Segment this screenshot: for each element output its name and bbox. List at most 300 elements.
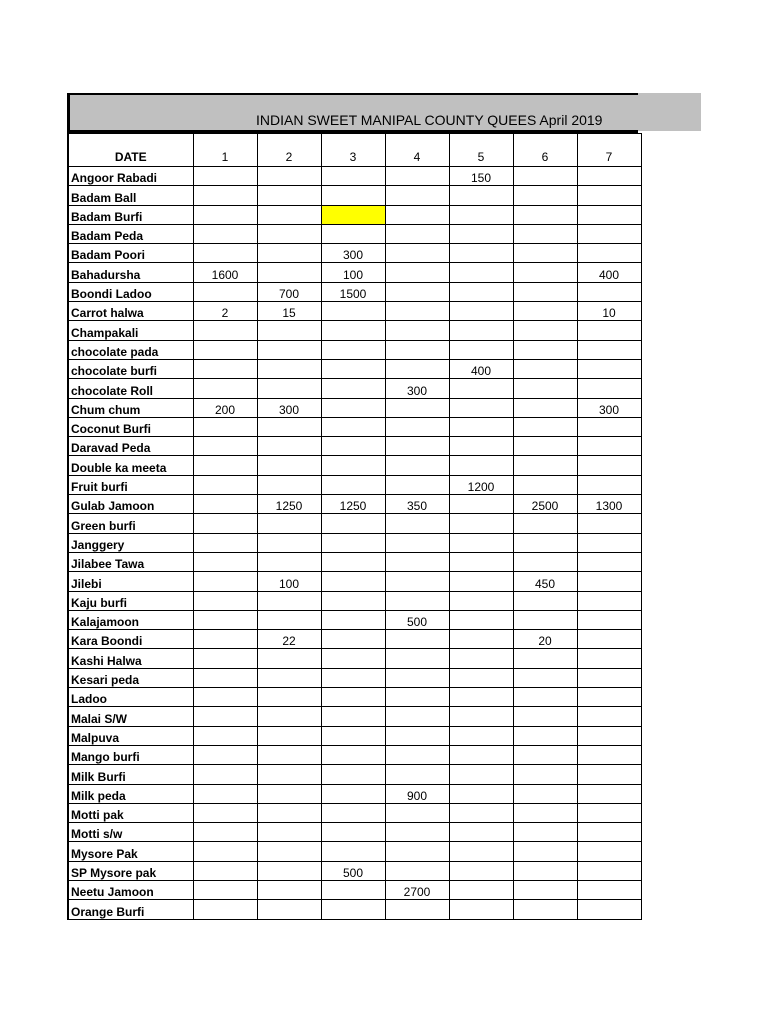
item-name-cell[interactable]: Malai S/W: [68, 707, 193, 726]
value-cell[interactable]: [513, 205, 577, 224]
value-cell[interactable]: [321, 630, 385, 649]
value-cell[interactable]: [257, 784, 321, 803]
item-name-cell[interactable]: Kara Boondi: [68, 630, 193, 649]
value-cell[interactable]: 20: [513, 630, 577, 649]
value-cell[interactable]: [385, 668, 449, 687]
value-cell[interactable]: [513, 765, 577, 784]
value-cell[interactable]: [577, 707, 641, 726]
value-cell[interactable]: [577, 340, 641, 359]
value-cell[interactable]: 700: [257, 282, 321, 301]
value-cell[interactable]: [577, 784, 641, 803]
value-cell[interactable]: [321, 398, 385, 417]
value-cell[interactable]: [577, 205, 641, 224]
value-cell[interactable]: [193, 205, 257, 224]
value-cell[interactable]: [449, 495, 513, 514]
value-cell[interactable]: [449, 263, 513, 282]
value-cell[interactable]: [257, 379, 321, 398]
item-name-cell[interactable]: Badam Poori: [68, 244, 193, 263]
value-cell[interactable]: [193, 765, 257, 784]
value-cell[interactable]: [321, 707, 385, 726]
value-cell[interactable]: [193, 803, 257, 822]
value-cell[interactable]: [513, 900, 577, 919]
item-name-cell[interactable]: Mango burfi: [68, 745, 193, 764]
value-cell[interactable]: [449, 282, 513, 301]
value-cell[interactable]: [321, 803, 385, 822]
value-cell[interactable]: [193, 552, 257, 571]
value-cell[interactable]: [385, 321, 449, 340]
value-cell[interactable]: [577, 552, 641, 571]
item-name-cell[interactable]: Orange Burfi: [68, 900, 193, 919]
item-name-cell[interactable]: Kashi Halwa: [68, 649, 193, 668]
value-cell[interactable]: [449, 224, 513, 243]
item-name-cell[interactable]: Jilabee Tawa: [68, 552, 193, 571]
value-cell[interactable]: [385, 591, 449, 610]
value-cell[interactable]: [321, 726, 385, 745]
value-cell[interactable]: [577, 167, 641, 186]
value-cell[interactable]: 300: [321, 244, 385, 263]
value-cell[interactable]: [257, 591, 321, 610]
item-name-cell[interactable]: Milk Burfi: [68, 765, 193, 784]
value-cell[interactable]: [513, 417, 577, 436]
value-cell[interactable]: [577, 688, 641, 707]
value-cell[interactable]: [385, 437, 449, 456]
value-cell[interactable]: [577, 823, 641, 842]
value-cell[interactable]: [513, 282, 577, 301]
value-cell[interactable]: [513, 437, 577, 456]
value-cell[interactable]: [385, 649, 449, 668]
value-cell[interactable]: [193, 186, 257, 205]
value-cell[interactable]: 2700: [385, 880, 449, 899]
value-cell[interactable]: [385, 707, 449, 726]
value-cell[interactable]: [385, 572, 449, 591]
value-cell[interactable]: [193, 572, 257, 591]
value-cell[interactable]: [577, 610, 641, 629]
value-cell[interactable]: [385, 726, 449, 745]
value-cell[interactable]: [449, 765, 513, 784]
value-cell[interactable]: [193, 456, 257, 475]
value-cell[interactable]: 2: [193, 302, 257, 321]
value-cell[interactable]: [257, 340, 321, 359]
value-cell[interactable]: [321, 379, 385, 398]
value-cell[interactable]: [321, 572, 385, 591]
value-cell[interactable]: [257, 186, 321, 205]
value-cell[interactable]: [577, 591, 641, 610]
item-name-cell[interactable]: Kalajamoon: [68, 610, 193, 629]
value-cell[interactable]: [513, 803, 577, 822]
value-cell[interactable]: 300: [385, 379, 449, 398]
value-cell[interactable]: [385, 340, 449, 359]
value-cell[interactable]: [513, 456, 577, 475]
value-cell[interactable]: [577, 475, 641, 494]
value-cell[interactable]: [257, 823, 321, 842]
value-cell[interactable]: [449, 610, 513, 629]
value-cell[interactable]: [449, 823, 513, 842]
value-cell[interactable]: [257, 359, 321, 378]
value-cell[interactable]: [321, 340, 385, 359]
value-cell[interactable]: [513, 668, 577, 687]
value-cell[interactable]: [513, 224, 577, 243]
item-name-cell[interactable]: Double ka meeta: [68, 456, 193, 475]
value-cell[interactable]: [513, 842, 577, 861]
value-cell[interactable]: [321, 880, 385, 899]
value-cell[interactable]: [449, 880, 513, 899]
value-cell[interactable]: 2500: [513, 495, 577, 514]
value-cell[interactable]: [193, 861, 257, 880]
item-name-cell[interactable]: Kesari peda: [68, 668, 193, 687]
value-cell[interactable]: [321, 186, 385, 205]
value-cell[interactable]: [513, 340, 577, 359]
value-cell[interactable]: [449, 379, 513, 398]
value-cell[interactable]: [193, 514, 257, 533]
value-cell[interactable]: [321, 321, 385, 340]
value-cell[interactable]: [449, 842, 513, 861]
value-cell[interactable]: [321, 552, 385, 571]
value-cell[interactable]: [321, 205, 385, 224]
value-cell[interactable]: [577, 359, 641, 378]
value-cell[interactable]: [321, 417, 385, 436]
value-cell[interactable]: 1600: [193, 263, 257, 282]
item-name-cell[interactable]: chocolate Roll: [68, 379, 193, 398]
value-cell[interactable]: [193, 340, 257, 359]
value-cell[interactable]: [449, 745, 513, 764]
value-cell[interactable]: 1250: [321, 495, 385, 514]
value-cell[interactable]: [257, 475, 321, 494]
value-cell[interactable]: [577, 514, 641, 533]
value-cell[interactable]: [513, 649, 577, 668]
value-cell[interactable]: [513, 707, 577, 726]
value-cell[interactable]: [385, 552, 449, 571]
value-cell[interactable]: [449, 244, 513, 263]
value-cell[interactable]: [257, 707, 321, 726]
value-cell[interactable]: [385, 417, 449, 436]
value-cell[interactable]: [513, 823, 577, 842]
value-cell[interactable]: 100: [321, 263, 385, 282]
item-name-cell[interactable]: chocolate burfi: [68, 359, 193, 378]
item-name-cell[interactable]: Carrot halwa: [68, 302, 193, 321]
value-cell[interactable]: [193, 823, 257, 842]
value-cell[interactable]: [449, 514, 513, 533]
value-cell[interactable]: [577, 900, 641, 919]
value-cell[interactable]: [513, 359, 577, 378]
value-cell[interactable]: 1200: [449, 475, 513, 494]
value-cell[interactable]: [193, 745, 257, 764]
value-cell[interactable]: [321, 533, 385, 552]
value-cell[interactable]: [449, 726, 513, 745]
value-cell[interactable]: [385, 205, 449, 224]
value-cell[interactable]: [257, 224, 321, 243]
value-cell[interactable]: [449, 688, 513, 707]
item-name-cell[interactable]: Badam Burfi: [68, 205, 193, 224]
value-cell[interactable]: 500: [321, 861, 385, 880]
item-name-cell[interactable]: Jilebi: [68, 572, 193, 591]
value-cell[interactable]: 10: [577, 302, 641, 321]
value-cell[interactable]: [193, 321, 257, 340]
value-cell[interactable]: [577, 244, 641, 263]
value-cell[interactable]: 1250: [257, 495, 321, 514]
value-cell[interactable]: [321, 437, 385, 456]
value-cell[interactable]: [577, 842, 641, 861]
value-cell[interactable]: [449, 205, 513, 224]
value-cell[interactable]: [193, 630, 257, 649]
value-cell[interactable]: [321, 224, 385, 243]
value-cell[interactable]: [449, 668, 513, 687]
item-name-cell[interactable]: Mysore Pak: [68, 842, 193, 861]
value-cell[interactable]: [257, 167, 321, 186]
value-cell[interactable]: [193, 591, 257, 610]
value-cell[interactable]: [513, 861, 577, 880]
value-cell[interactable]: [257, 610, 321, 629]
value-cell[interactable]: [513, 302, 577, 321]
value-cell[interactable]: [321, 302, 385, 321]
value-cell[interactable]: [193, 707, 257, 726]
value-cell[interactable]: [385, 456, 449, 475]
value-cell[interactable]: [385, 688, 449, 707]
value-cell[interactable]: 300: [257, 398, 321, 417]
value-cell[interactable]: [513, 745, 577, 764]
item-name-cell[interactable]: Badam Ball: [68, 186, 193, 205]
value-cell[interactable]: [385, 359, 449, 378]
value-cell[interactable]: [321, 765, 385, 784]
item-name-cell[interactable]: Daravad Peda: [68, 437, 193, 456]
value-cell[interactable]: [321, 784, 385, 803]
value-cell[interactable]: [257, 456, 321, 475]
value-cell[interactable]: [513, 475, 577, 494]
value-cell[interactable]: [257, 263, 321, 282]
value-cell[interactable]: 450: [513, 572, 577, 591]
value-cell[interactable]: [577, 630, 641, 649]
value-cell[interactable]: [193, 475, 257, 494]
value-cell[interactable]: [449, 630, 513, 649]
value-cell[interactable]: [193, 379, 257, 398]
value-cell[interactable]: [577, 861, 641, 880]
value-cell[interactable]: [385, 224, 449, 243]
value-cell[interactable]: [257, 803, 321, 822]
value-cell[interactable]: [257, 321, 321, 340]
value-cell[interactable]: [577, 745, 641, 764]
value-cell[interactable]: [385, 398, 449, 417]
value-cell[interactable]: [513, 514, 577, 533]
value-cell[interactable]: [193, 167, 257, 186]
value-cell[interactable]: [193, 437, 257, 456]
item-name-cell[interactable]: Badam Peda: [68, 224, 193, 243]
value-cell[interactable]: [449, 321, 513, 340]
value-cell[interactable]: [513, 186, 577, 205]
value-cell[interactable]: [385, 282, 449, 301]
value-cell[interactable]: [257, 745, 321, 764]
value-cell[interactable]: 200: [193, 398, 257, 417]
value-cell[interactable]: [257, 649, 321, 668]
value-cell[interactable]: [193, 784, 257, 803]
value-cell[interactable]: [385, 803, 449, 822]
value-cell[interactable]: [577, 186, 641, 205]
value-cell[interactable]: [577, 803, 641, 822]
value-cell[interactable]: [257, 668, 321, 687]
value-cell[interactable]: [385, 263, 449, 282]
value-cell[interactable]: 100: [257, 572, 321, 591]
value-cell[interactable]: [321, 823, 385, 842]
value-cell[interactable]: [321, 514, 385, 533]
value-cell[interactable]: [321, 668, 385, 687]
value-cell[interactable]: [513, 533, 577, 552]
value-cell[interactable]: [577, 379, 641, 398]
value-cell[interactable]: 22: [257, 630, 321, 649]
value-cell[interactable]: [449, 861, 513, 880]
value-cell[interactable]: 300: [577, 398, 641, 417]
value-cell[interactable]: [577, 726, 641, 745]
value-cell[interactable]: [257, 205, 321, 224]
value-cell[interactable]: [321, 610, 385, 629]
value-cell[interactable]: [193, 244, 257, 263]
value-cell[interactable]: [577, 880, 641, 899]
value-cell[interactable]: [577, 282, 641, 301]
value-cell[interactable]: [321, 475, 385, 494]
value-cell[interactable]: [193, 533, 257, 552]
value-cell[interactable]: [577, 417, 641, 436]
value-cell[interactable]: 350: [385, 495, 449, 514]
value-cell[interactable]: [257, 552, 321, 571]
item-name-cell[interactable]: Motti s/w: [68, 823, 193, 842]
value-cell[interactable]: [577, 437, 641, 456]
value-cell[interactable]: [321, 167, 385, 186]
value-cell[interactable]: [193, 282, 257, 301]
item-name-cell[interactable]: Milk peda: [68, 784, 193, 803]
item-name-cell[interactable]: Janggery: [68, 533, 193, 552]
value-cell[interactable]: [193, 842, 257, 861]
value-cell[interactable]: [513, 398, 577, 417]
value-cell[interactable]: [321, 842, 385, 861]
value-cell[interactable]: [385, 745, 449, 764]
value-cell[interactable]: [513, 379, 577, 398]
item-name-cell[interactable]: Angoor Rabadi: [68, 167, 193, 186]
value-cell[interactable]: [193, 649, 257, 668]
value-cell[interactable]: [449, 784, 513, 803]
value-cell[interactable]: [257, 514, 321, 533]
value-cell[interactable]: [513, 726, 577, 745]
value-cell[interactable]: [577, 224, 641, 243]
value-cell[interactable]: [577, 321, 641, 340]
value-cell[interactable]: [193, 880, 257, 899]
value-cell[interactable]: [385, 533, 449, 552]
value-cell[interactable]: [385, 823, 449, 842]
value-cell[interactable]: [513, 784, 577, 803]
value-cell[interactable]: [385, 167, 449, 186]
item-name-cell[interactable]: Boondi Ladoo: [68, 282, 193, 301]
value-cell[interactable]: [385, 765, 449, 784]
value-cell[interactable]: 15: [257, 302, 321, 321]
item-name-cell[interactable]: Green burfi: [68, 514, 193, 533]
value-cell[interactable]: [257, 900, 321, 919]
value-cell[interactable]: [513, 552, 577, 571]
value-cell[interactable]: [193, 726, 257, 745]
value-cell[interactable]: [193, 900, 257, 919]
value-cell[interactable]: [449, 340, 513, 359]
value-cell[interactable]: 400: [449, 359, 513, 378]
value-cell[interactable]: [257, 842, 321, 861]
value-cell[interactable]: [257, 765, 321, 784]
value-cell[interactable]: [513, 591, 577, 610]
value-cell[interactable]: 150: [449, 167, 513, 186]
value-cell[interactable]: [513, 321, 577, 340]
value-cell[interactable]: [257, 244, 321, 263]
value-cell[interactable]: [193, 417, 257, 436]
item-name-cell[interactable]: Coconut Burfi: [68, 417, 193, 436]
value-cell[interactable]: [385, 514, 449, 533]
value-cell[interactable]: [449, 186, 513, 205]
value-cell[interactable]: [321, 745, 385, 764]
value-cell[interactable]: 400: [577, 263, 641, 282]
value-cell[interactable]: [385, 900, 449, 919]
value-cell[interactable]: [321, 359, 385, 378]
value-cell[interactable]: [321, 456, 385, 475]
value-cell[interactable]: 1300: [577, 495, 641, 514]
value-cell[interactable]: [385, 861, 449, 880]
value-cell[interactable]: [193, 668, 257, 687]
value-cell[interactable]: [449, 649, 513, 668]
value-cell[interactable]: [449, 803, 513, 822]
item-name-cell[interactable]: SP Mysore pak: [68, 861, 193, 880]
value-cell[interactable]: [449, 572, 513, 591]
value-cell[interactable]: [577, 765, 641, 784]
value-cell[interactable]: 1500: [321, 282, 385, 301]
value-cell[interactable]: [513, 880, 577, 899]
value-cell[interactable]: [385, 475, 449, 494]
value-cell[interactable]: 900: [385, 784, 449, 803]
value-cell[interactable]: [193, 610, 257, 629]
value-cell[interactable]: [513, 244, 577, 263]
value-cell[interactable]: [385, 630, 449, 649]
value-cell[interactable]: [193, 495, 257, 514]
value-cell[interactable]: [449, 456, 513, 475]
value-cell[interactable]: [577, 668, 641, 687]
value-cell[interactable]: [449, 707, 513, 726]
item-name-cell[interactable]: Chum chum: [68, 398, 193, 417]
item-name-cell[interactable]: Champakali: [68, 321, 193, 340]
item-name-cell[interactable]: Bahadursha: [68, 263, 193, 282]
value-cell[interactable]: [577, 572, 641, 591]
value-cell[interactable]: [513, 688, 577, 707]
value-cell[interactable]: [513, 167, 577, 186]
item-name-cell[interactable]: Kaju burfi: [68, 591, 193, 610]
value-cell[interactable]: [321, 900, 385, 919]
value-cell[interactable]: [321, 649, 385, 668]
value-cell[interactable]: [449, 417, 513, 436]
value-cell[interactable]: [385, 244, 449, 263]
value-cell[interactable]: [577, 533, 641, 552]
value-cell[interactable]: [257, 726, 321, 745]
value-cell[interactable]: [449, 900, 513, 919]
value-cell[interactable]: [257, 437, 321, 456]
value-cell[interactable]: [513, 263, 577, 282]
item-name-cell[interactable]: Neetu Jamoon: [68, 880, 193, 899]
value-cell[interactable]: [385, 302, 449, 321]
value-cell[interactable]: [449, 302, 513, 321]
value-cell[interactable]: [257, 861, 321, 880]
item-name-cell[interactable]: Ladoo: [68, 688, 193, 707]
value-cell[interactable]: [449, 437, 513, 456]
item-name-cell[interactable]: Malpuva: [68, 726, 193, 745]
value-cell[interactable]: [449, 552, 513, 571]
value-cell[interactable]: [449, 398, 513, 417]
item-name-cell[interactable]: Fruit burfi: [68, 475, 193, 494]
value-cell[interactable]: [577, 649, 641, 668]
value-cell[interactable]: [449, 533, 513, 552]
value-cell[interactable]: [321, 591, 385, 610]
value-cell[interactable]: [193, 359, 257, 378]
value-cell[interactable]: [385, 842, 449, 861]
item-name-cell[interactable]: chocolate pada: [68, 340, 193, 359]
item-name-cell[interactable]: Motti pak: [68, 803, 193, 822]
value-cell[interactable]: [193, 688, 257, 707]
